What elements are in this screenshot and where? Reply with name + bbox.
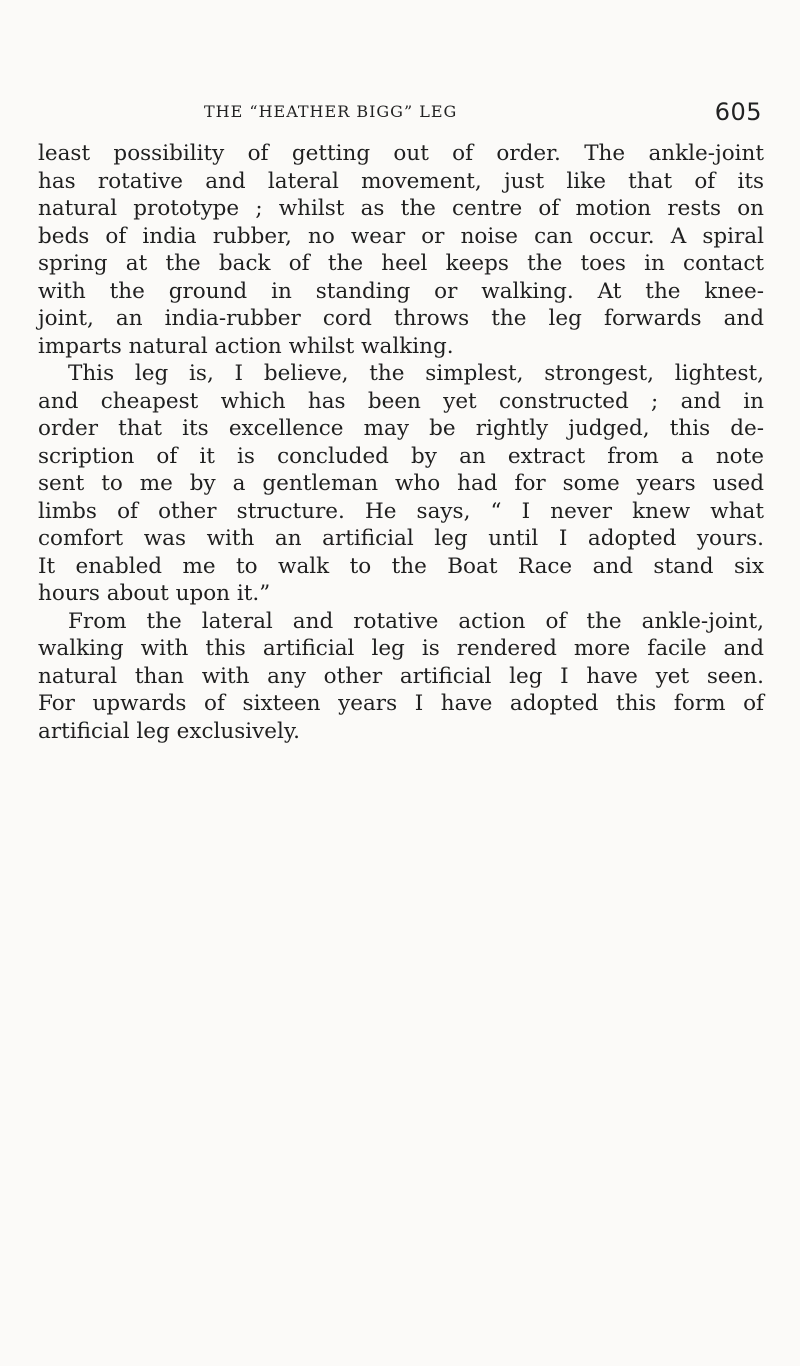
page-number: 605 xyxy=(714,98,762,126)
text-line: walking with this artificial leg is rendered more facile and xyxy=(38,636,764,661)
text-line: hours about upon it.” xyxy=(38,581,271,606)
text-line: joint, an india-rubber cord throws the leg forwards and xyxy=(38,306,764,331)
text-line: natural than with any other artificial leg I have yet seen. xyxy=(38,663,764,689)
text-line: beds of india rubber, no wear or noise can occur. A spiral xyxy=(38,223,764,249)
text-line: has rotative and lateral movement, just like that of its xyxy=(38,168,764,194)
text-line: scription of it is concluded by an extract from a note xyxy=(38,443,764,469)
text-line: sent to me by a gentleman who had for some years used xyxy=(38,471,764,496)
running-title: THE “HEATHER BIGG” LEG xyxy=(204,102,458,121)
text-line: spring at the back of the heel keeps the toes in contact xyxy=(38,251,764,276)
text-line: limbs of other structure. He says, “ I never knew what xyxy=(38,498,764,524)
text-line: least possibility of getting out of order. The ankle-joint xyxy=(38,141,764,166)
text-line: It enabled me to walk to the Boat Race and stand six xyxy=(38,553,764,579)
text-line: imparts natural action whilst walking. xyxy=(38,333,454,359)
text-line: comfort was with an artificial leg until I adopted yours. xyxy=(38,526,764,551)
text-line: For upwards of sixteen years I have adopted this form of xyxy=(38,691,764,716)
paragraph-start-line: This leg is, I believe, the simplest, strongest, lightest, xyxy=(68,361,764,386)
text-line: and cheapest which has been yet constructed ; and in xyxy=(38,388,764,414)
body-text xyxy=(38,140,764,745)
text-line: order that its excellence may be rightly judged, this de- xyxy=(38,416,764,441)
text-line: natural prototype ; whilst as the centre of motion rests on xyxy=(38,196,764,221)
page-header xyxy=(38,98,762,130)
paragraph-start-line: From the lateral and rotative action of the ankle-joint, xyxy=(68,608,764,634)
text-line: artificial leg exclusively. xyxy=(38,718,300,744)
text-line: with the ground in standing or walking. At the knee- xyxy=(38,278,764,304)
